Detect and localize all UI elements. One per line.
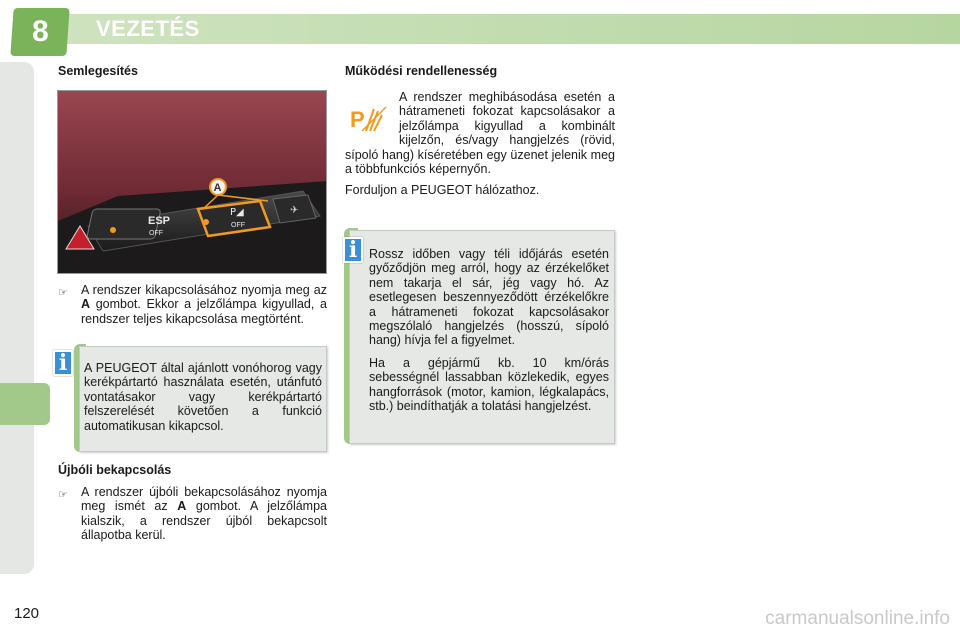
chapter-number: 8 xyxy=(31,15,49,48)
esp-label: ESP xyxy=(148,215,171,227)
info-speed-text: Ha a gépjármű kb. 10 km/órás sebességnél lassabban közlekedik, egyes hangforrások (motor, kamion, légkalapács, stb.) beindíthatják a tolatási hangjelzést. xyxy=(369,356,609,414)
info-towbar-text: A PEUGEOT által ajánlott vonóhorog vagy kerékpártartó használata esetén, utánfutó vontatásakor vagy kerékpártartó felszerelését követően a funkció automatikusan kikapcsol. xyxy=(84,361,322,433)
bullet-reactivate-text: A rendszer újbóli bekapcsolásához nyomja meg ismét az A gombot. A jelzőlámpa kialszik, a rendszer újból bekapcsolt állapotba kerül. xyxy=(81,485,327,543)
page-title: VEZETÉS xyxy=(96,16,200,41)
button-a-marker: A xyxy=(213,182,222,194)
info-icon: i xyxy=(53,350,73,376)
section-heading-reactivation: Újbóli bekapcsolás xyxy=(58,463,172,477)
bullet-icon: ☞ xyxy=(58,489,68,501)
page-number: 120 xyxy=(14,605,40,622)
seatbelt-icon: ✈ xyxy=(290,205,299,216)
park-assist-icon: P◢ xyxy=(230,207,244,218)
park-off-label: OFF xyxy=(231,222,245,229)
info-icon: i xyxy=(343,237,363,263)
chapter-number-box xyxy=(10,8,69,56)
dashboard-illustration xyxy=(58,91,327,274)
esp-off-label: OFF xyxy=(149,230,163,237)
section-heading-neutralization: Semlegesítés xyxy=(58,64,138,78)
bullet-disable-text: A rendszer kikapcsolásához nyomja meg az A gombot. Ekkor a jelzőlámpa kigyullad, a rendszer teljes kikapcsolása megtörtént. xyxy=(81,283,327,326)
malfunction-text: A rendszer meghibásodása esetén a hátrameneti fokozat kapcsolásakor a jelzőlámpa kigyullad a kombinált kijelzőn, és/vagy hangjelzés (rövid, sípoló hang) kíséretében egy üzenet jelenik meg a többfunkciós képernyőn. xyxy=(345,90,615,177)
section-heading-malfunction: Működési rendellenesség xyxy=(345,64,498,78)
bullet-icon: ☞ xyxy=(58,287,68,299)
chapter-side-tab xyxy=(0,383,50,425)
side-strip xyxy=(0,62,34,574)
watermark: carmanualsonline.info xyxy=(765,608,950,629)
svg-text:P: P xyxy=(350,107,365,132)
info-weather-text: Rossz időben vagy téli időjárás esetén győződjön meg arról, hogy az érzékelőket nem takarja el sár, jég vagy hó. Az esetlegesen beszennyeződött érzékelőkre a hátrameneti fokozat kapcsolásakor megszólaló hangjelzés (hosszú, sípoló hang) hívja fel a figyelmet. xyxy=(369,247,609,348)
contact-peugeot-text: Forduljon a PEUGEOT hálózathoz. xyxy=(345,183,540,197)
dashboard-photo xyxy=(57,90,327,274)
